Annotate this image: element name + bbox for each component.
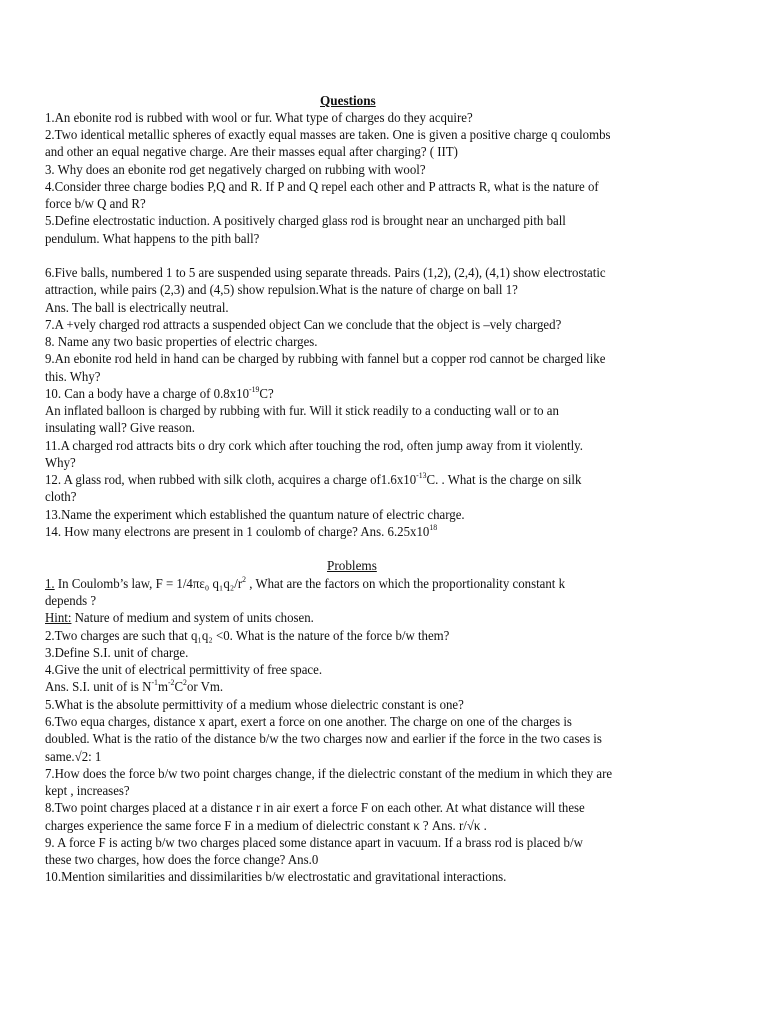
exponent: -2: [167, 678, 175, 687]
hint-text: Nature of medium and system of units chosen.: [71, 610, 314, 625]
question-line: 11.A charged rod attracts bits o dry cork which after touching the rod, often jump away from it violently.: [45, 438, 583, 453]
questions-heading: Questions: [320, 93, 376, 108]
exponent: -1: [151, 678, 158, 687]
problems-heading: Problems: [327, 558, 377, 573]
question-line: 1.An ebonite rod is rubbed with wool or fur. What type of charges do they acquire?: [45, 110, 473, 125]
problem-line: these two charges, how does the force change? Ans.0: [45, 852, 319, 867]
question-line: and other an equal negative charge. Are their masses equal after charging? ( IIT): [45, 144, 458, 159]
question-text: C?: [259, 386, 274, 401]
problem-text: , What are the factors on which the proportionality constant k: [246, 576, 566, 591]
problem-line: 5.What is the absolute permittivity of a medium whose dielectric constant is one?: [45, 697, 464, 712]
problem-line: 8.Two point charges placed at a distance r in air exert a force F on each other. At what distance will these: [45, 800, 585, 815]
question-line: cloth?: [45, 489, 77, 504]
question-text: 12. A glass rod, when rubbed with silk cloth, acquires a charge of1.6x10: [45, 472, 417, 487]
hint-label: Hint:: [45, 610, 72, 625]
question-line: 4.Consider three charge bodies P,Q and R. If P and Q repel each other and P attracts R, what is the nature of: [45, 179, 599, 194]
problem-line: 4.Give the unit of electrical permittivity of free space.: [45, 662, 323, 677]
question-line: Why?: [45, 455, 76, 470]
exponent: 18: [429, 523, 438, 532]
problem-line: [45, 575, 708, 592]
question-line: 6.Five balls, numbered 1 to 5 are suspended using separate threads. Pairs (1,2), (2,4), (4,1) show electrostatic: [45, 265, 606, 280]
question-line: attraction, while pairs (2,3) and (4,5) show repulsion.What is the nature of charge on ball 1?: [45, 282, 518, 297]
exponent: 2: [242, 575, 247, 584]
problem-line: 7.How does the force b/w two point charges change, if the dielectric constant of the medium in which they are: [45, 766, 613, 781]
hint-line: [45, 609, 708, 626]
problem-line: 10.Mention similarities and dissimilarities b/w electrostatic and gravitational interactions.: [45, 869, 507, 884]
exponent: -19: [249, 385, 260, 394]
problem-text: In Coulomb’s law, F = 1/4πε₀ q₁q₂/r: [54, 576, 243, 591]
question-line: 5.Define electrostatic induction. A positively charged glass rod is brought near an uncharged pith ball: [45, 213, 566, 228]
answer-line: [45, 678, 708, 695]
answer-text: m: [157, 679, 168, 694]
question-line: pendulum. What happens to the pith ball?: [45, 231, 260, 246]
problem-line: charges experience the same force F in a medium of dielectric constant κ ? Ans. r/√κ .: [45, 818, 487, 833]
question-text: 10. Can a body have a charge of 0.8x10: [45, 386, 250, 401]
answer-text: C: [174, 679, 184, 694]
exponent: 2: [183, 678, 187, 687]
question-line: this. Why?: [45, 369, 101, 384]
question-line: 8. Name any two basic properties of electric charges.: [45, 334, 318, 349]
question-line: insulating wall? Give reason.: [45, 420, 195, 435]
problem-line: 3.Define S.I. unit of charge.: [45, 645, 189, 660]
problem-line: 6.Two equa charges, distance x apart, exert a force on one another. The charge on one of the charges is: [45, 714, 572, 729]
problem-line: doubled. What is the ratio of the distance b/w the two charges now and earlier if the force in the two cases is: [45, 731, 602, 746]
question-line: force b/w Q and R?: [45, 196, 146, 211]
question-line: [45, 523, 708, 540]
question-text: 14. How many electrons are present in 1 coulomb of charge? Ans. 6.25x10: [45, 524, 430, 539]
question-line: 9.An ebonite rod held in hand can be charged by rubbing with fannel but a copper rod cannot be charged like: [45, 351, 606, 366]
problem-number: 1.: [45, 576, 55, 591]
question-line: 3. Why does an ebonite rod get negatively charged on rubbing with wool?: [45, 162, 426, 177]
question-line: An inflated balloon is charged by rubbing with fur. Will it stick readily to a conducting wall or to an: [45, 403, 559, 418]
problem-line: 2.Two charges are such that q₁q₂ <0. What is the nature of the force b/w them?: [45, 628, 450, 643]
answer-text: Ans. S.I. unit of is N: [45, 679, 152, 694]
question-line: 13.Name the experiment which established the quantum nature of electric charge.: [45, 507, 465, 522]
exponent: -13: [416, 471, 427, 480]
question-text: C. . What is the charge on silk: [426, 472, 582, 487]
problem-line: same.√2: 1: [45, 749, 102, 764]
problem-line: depends ?: [45, 593, 97, 608]
answer-line: Ans. The ball is electrically neutral.: [45, 300, 229, 315]
answer-text: or Vm.: [186, 679, 224, 694]
problem-line: 9. A force F is acting b/w two charges placed some distance apart in vacuum. If a brass rod is placed b/w: [45, 835, 583, 850]
question-line: 2.Two identical metallic spheres of exactly equal masses are taken. One is given a positive charge q coulombs: [45, 127, 611, 142]
question-line: [45, 471, 708, 488]
question-line: [45, 385, 708, 402]
problem-line: kept , increases?: [45, 783, 130, 798]
question-line: 7.A +vely charged rod attracts a suspended object Can we conclude that the object is –vely charged?: [45, 317, 562, 332]
